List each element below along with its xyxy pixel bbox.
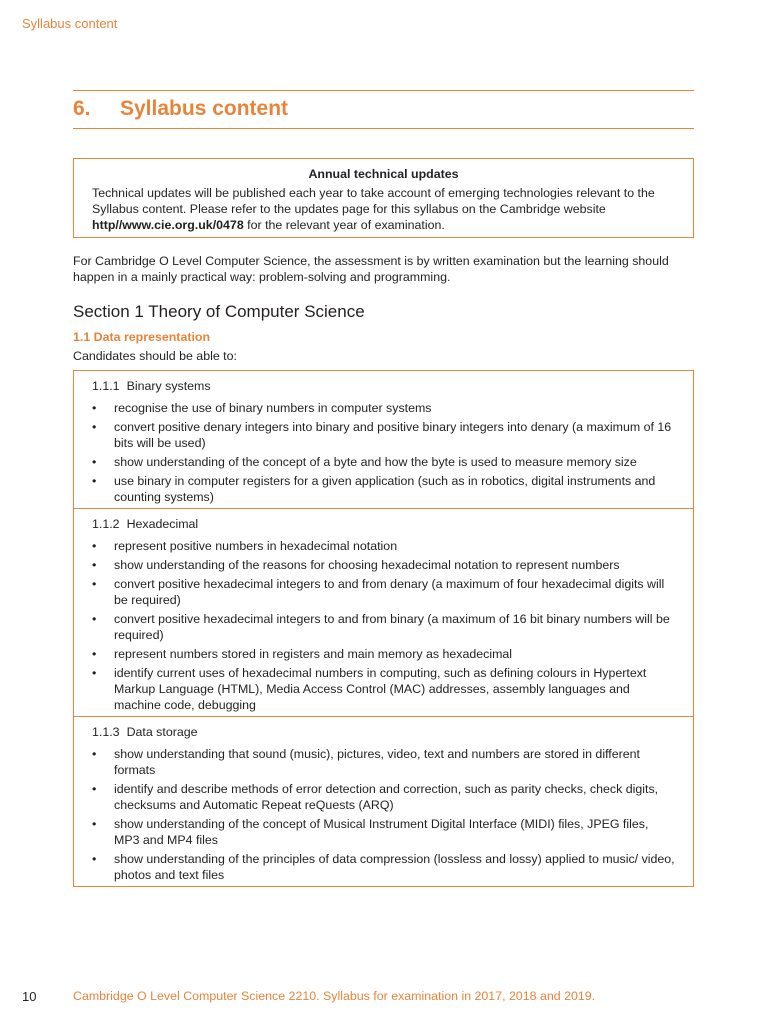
chapter-title — [73, 97, 288, 121]
notice-link[interactable]: http//www.cie.org.uk/0478 — [92, 218, 244, 232]
bullet-item: • show understanding of the concept of a byte and how the byte is used to measure memory size — [92, 454, 675, 470]
bullet-item: • show understanding of the concept of Musical Instrument Digital Interface (MIDI) files, JPEG files, MP3 and MP4 files — [92, 816, 675, 848]
bullet-item: • represent numbers stored in registers and main memory as hexadecimal — [92, 646, 675, 662]
bullet-item: • show understanding of the principles of data compression (lossless and lossy) applied to music/ video, photos and text files — [92, 851, 675, 883]
bullet-item: • show understanding of the reasons for choosing hexadecimal notation to represent numbers — [92, 557, 675, 573]
intro-paragraph: For Cambridge O Level Computer Science, the assessment is by written examination but the learning should happen in a mainly practical way: problem-solving and programming. — [73, 254, 669, 284]
notice-text — [92, 185, 675, 233]
topic-block — [74, 371, 693, 509]
page-number: 10 — [22, 989, 37, 1004]
bullet-item: • convert positive hexadecimal integers to and from denary (a maximum of four hexadecimal digits will be required) — [92, 576, 675, 608]
notice-title: Annual technical updates — [308, 167, 459, 181]
bullet-item: • show understanding that sound (music), pictures, video, text and numbers are stored in different formats — [92, 746, 675, 778]
bullet-item: • identify and describe methods of error detection and correction, such as parity checks, check digits, checksums and Automatic Repeat reQuests (ARQ) — [92, 781, 675, 813]
topic-number: 1.1.1 — [92, 379, 120, 393]
topics-table — [73, 370, 694, 887]
bullet-item: • recognise the use of binary numbers in computer systems — [92, 400, 675, 416]
bullet-item: • identify current uses of hexadecimal numbers in computing, such as defining colours in Hypertext Markup Language (HTML), Media Access Control (MAC) addresses, assembly languages and machine code, debugging — [92, 665, 675, 713]
chapter-rule-bottom — [73, 128, 694, 129]
topic-heading — [92, 724, 675, 740]
bullet-list — [92, 538, 675, 713]
footer-text: Cambridge O Level Computer Science 2210. Syllabus for examination in 2017, 2018 and 2019. — [73, 989, 596, 1003]
sub-heading: 1.1 Data representation — [73, 330, 211, 344]
bullet-list — [92, 400, 675, 505]
bullet-item: • convert positive hexadecimal integers to and from binary (a maximum of 16 bit binary numbers will be required) — [92, 611, 675, 643]
topic-title: Data storage — [126, 725, 198, 739]
bullet-item: • use binary in computer registers for a given application (such as in robotics, digital instruments and counting systems) — [92, 473, 675, 505]
topic-title: Hexadecimal — [126, 517, 199, 531]
topic-heading — [92, 516, 675, 532]
candidates-line: Candidates should be able to: — [73, 349, 237, 363]
bullet-list — [92, 746, 675, 883]
topic-number: 1.1.3 — [92, 725, 120, 739]
section-heading: Section 1 Theory of Computer Science — [73, 302, 365, 321]
topic-block — [74, 509, 693, 717]
topic-heading — [92, 378, 675, 394]
notice-text-after-link: for the relevant year of examination. — [243, 218, 445, 232]
bullet-item: • represent positive numbers in hexadecimal notation — [92, 538, 675, 554]
chapter-title-text: Syllabus content — [120, 97, 289, 120]
annual-updates-notice — [73, 158, 694, 238]
notice-text-before-link: Technical updates will be published each year to take account of emerging technologies relevant to the Syllabus content. Please refer to the updates page for this syllabus on the Cambridge website — [92, 186, 655, 216]
topic-number: 1.1.2 — [92, 517, 120, 531]
bullet-item: • convert positive denary integers into binary and positive binary integers into denary (a maximum of 16 bits will be used) — [92, 419, 675, 451]
chapter-number: 6. — [73, 97, 91, 120]
running-header: Syllabus content — [22, 16, 118, 31]
topic-block — [74, 717, 693, 883]
chapter-rule-top — [73, 90, 694, 91]
topic-title: Binary systems — [126, 379, 211, 393]
